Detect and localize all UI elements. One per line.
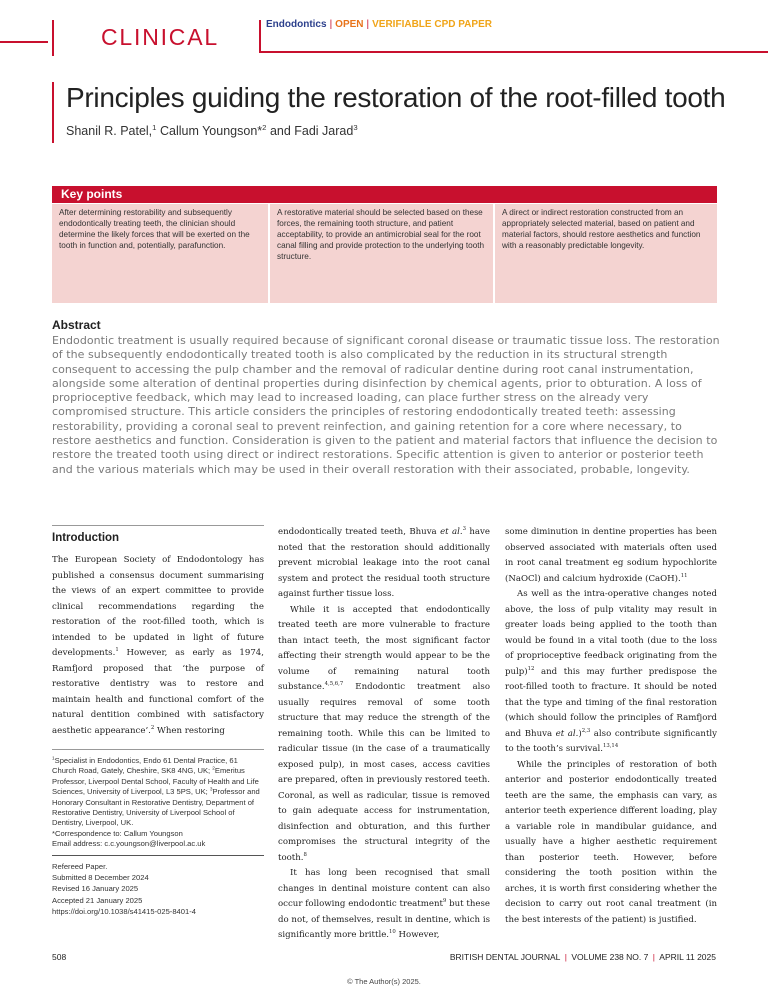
affiliation-text: Emeritus Professor, Liverpool Dental School, Faculty of Health and Life Sciences, University of Liverpool, L3 5PS, UK; <box>52 766 259 797</box>
citation-mark[interactable]: 10 <box>389 929 396 936</box>
text-run: Endodontic treatment also usually requires removal of some tooth structure that may reduce the strength of the remaining tooth. While this can be limited to radicular tissue (in the case of a traumatically exposed pulp), in most cases, access cavities are prepared, often in previously restored teeth. Coronal, as well as radicular, tissue is removed to gain adequate access for instrumentation, disinfection and obturation, and this further compromises the structural integrity of the tooth. <box>278 682 490 863</box>
citation-mark[interactable]: 2,3 <box>581 727 591 734</box>
journal-name: BRITISH DENTAL JOURNAL <box>449 952 561 962</box>
introduction-heading: Introduction <box>52 532 120 544</box>
citation-mark[interactable]: 4,5,6,7 <box>324 681 344 688</box>
key-point: After determining restorability and subsequently endodontically treating teeth, the clinician should determine the likely forces that will be exerted on the tooth in function and, potentially, parafunction. <box>52 204 268 303</box>
author-name[interactable]: and Fadi Jarad <box>269 124 354 138</box>
body-paragraph <box>52 553 264 739</box>
key-point: A restorative material should be selected based on these forces, the remaining tooth structure, and patient acceptability, to provide an antimicrobial seal for the root canal filling and provide protection to the underlying tooth structure. <box>270 204 493 303</box>
accepted-date: Accepted 21 January 2025 <box>52 895 143 905</box>
text-run: and this may further predispose the root-filled tooth to fracture. It should be noted that the type and timing of the final restoration (which should follow the principles of Ramfjord and Bhuva <box>505 666 717 739</box>
text-run: However, as early as 1974, Ramfjord proposed that ‘the purpose of restorative dentistry was to restore and maintain health and functional comfort of the natural dentition combined with satisfactory aesthetic appearance’. <box>52 648 264 736</box>
affiliation-mark: 3 <box>209 786 213 792</box>
affiliations-rule <box>52 749 264 750</box>
citation-mark[interactable]: 2 <box>150 724 155 731</box>
citation-mark[interactable]: 13,14 <box>602 743 619 750</box>
author-affiliation-mark: 3 <box>353 122 358 132</box>
refereed-label: Refereed Paper. <box>52 862 108 871</box>
revised-date: Revised 16 January 2025 <box>52 884 139 894</box>
text-run: et al. <box>440 527 463 537</box>
affiliations <box>52 756 264 850</box>
text-run: However, <box>395 930 440 940</box>
text-run: some diminution in dentine properties has been observed associated with materials often used in root canal treatment eg sodium hypochlorite (NaOCl) and calcium hydroxide (CaOH). <box>505 527 717 584</box>
tag-separator: | <box>329 19 333 30</box>
affiliation-mark: 2 <box>212 765 215 771</box>
author-affiliation-mark: 1 <box>152 122 157 132</box>
footer-separator: | <box>562 952 570 962</box>
abstract-text: Endodontic treatment is usually required because of significant coronal disease or traumatic tissue loss. The restoration of the subsequently endodontically treated tooth is also complicated by the reduction in its structural strength consequent to accessing the pulp chamber and the removal of radicular dentine during root canal instrumentation, alongside some alteration of dentinal properties during disinfection by chemical agents, prior to obturation. A loss of proprioceptive feedback, which may lead to increased loading, can place further stress on the already very compromised structure. This article considers the principles of restoring endodontically treated teeth: assessing restorability, providing a coronal seal to prevent reinfection, and gaining retention for a core where necessary, to restore aesthetics and function. Consideration is given to the patient and material factors that influence the decision to restore the treated tooth using direct or indirect restorations. Specific attention is given to anterior or posterior teeth and the various materials which may be used in their overall restoration with their associated, probable, longevity. <box>52 334 720 476</box>
text-run: When restoring <box>154 725 225 736</box>
section-label: CLINICAL <box>101 24 219 50</box>
body-paragraph <box>505 525 717 587</box>
tag-separator: | <box>366 19 370 30</box>
author-name[interactable]: Callum Youngson* <box>159 124 263 138</box>
text-run: ) <box>578 728 582 739</box>
citation-mark[interactable]: 3 <box>462 526 466 533</box>
title-accent-bar <box>52 82 54 143</box>
text-run: It has long been recognised that small changes in dentinal moisture content can also occur following endodontic treatment <box>278 868 490 909</box>
text-run: et al. <box>555 728 579 739</box>
article-title: Principles guiding the restoration of the root-filled tooth <box>66 82 726 113</box>
header-rule-left <box>0 41 48 43</box>
affiliation-mark: 1 <box>52 755 55 761</box>
text-run: The European Society of Endodontology has published a consensus document summarising the views of an expert committee to provide clinical recommendations regarding the restoration of the root-filled tooth, which is intended to be updated in light of future developments. <box>52 555 264 658</box>
body-paragraph <box>278 525 490 603</box>
author-list <box>66 124 358 138</box>
author-name[interactable]: Shanil R. Patel, <box>66 124 153 138</box>
body-column-3 <box>505 525 717 928</box>
tag-endodontics[interactable]: Endodontics <box>266 19 327 30</box>
journal-volume: VOLUME 238 NO. 7 <box>571 952 649 962</box>
body-column-2 <box>278 525 490 944</box>
text-run: As well as the intra-operative changes noted above, the loss of pulp vitality may result in greater loads being applied to the tooth than would be found in a vital tooth (due to the loss of proprioceptive feedback originating from the pulp) <box>505 589 717 677</box>
refereed-rule <box>52 855 264 856</box>
tag-cpd[interactable]: VERIFIABLE CPD PAPER <box>372 19 492 30</box>
journal-footer <box>450 952 716 962</box>
correspondence: *Correspondence to: Callum Youngson <box>52 828 183 838</box>
text-run: While it is accepted that endodontically treated teeth are more vulnerable to fracture than intact teeth, the most significant factor affecting their strength would appear to be the volume of remaining natural tooth substance. <box>278 604 490 692</box>
header-divider-right <box>259 20 261 52</box>
text-run: endodontically treated teeth, Bhuva <box>278 527 441 537</box>
tag-open[interactable]: OPEN <box>335 19 364 30</box>
affiliation-text: Professor and Honorary Consultant in Restorative Dentistry, Department of Restorative Dentistry, University of Liverpool School of Dentistry, Liverpool, UK. <box>52 787 260 828</box>
citation-mark[interactable]: 12 <box>527 665 535 672</box>
body-paragraph: While the principles of restoration of both anterior and posterior endodontically treated teeth are the same, the emphasis can vary, as anterior teeth experience different loading, play a variable role in mandibular guidance, and usually have a higher aesthetic requirement than posterior teeth. However, before considering the tooth position within the arches, it is worth first considering whether the decision to carry out root canal treatment (in the best interests of the patient) is justified. <box>505 759 717 925</box>
citation-mark[interactable]: 11 <box>680 572 688 579</box>
affiliation-text: Specialist in Endodontics, Endo 61 Dental Practice, 61 Church Road, Gately, Cheshire, SK8 4NG, UK; <box>52 756 238 776</box>
key-point: A direct or indirect restoration constructed from an appropriately selected material, based on patient and material factors, should restore aesthetics and function with a reasonably predictable longevity. <box>495 204 717 303</box>
header-rule-right <box>259 51 768 53</box>
body-paragraph <box>505 587 717 758</box>
page-number: 508 <box>52 952 67 962</box>
body-column-1 <box>52 553 264 739</box>
citation-mark[interactable]: 8 <box>303 851 307 858</box>
text-run: also contribute significantly to the tooth’s survival. <box>505 728 718 754</box>
journal-date: APRIL 11 2025 <box>659 952 716 962</box>
introduction-rule <box>52 525 264 526</box>
citation-mark[interactable]: 1 <box>115 647 119 654</box>
email-address[interactable]: Email address: c.c.youngson@liverpool.ac.uk <box>52 839 206 849</box>
header-divider-left <box>52 20 54 56</box>
text-run: have noted that the restoration should additionally prevent microbial leakage into the root canal system and protect the residual tooth structure against further tissue loss. <box>278 527 490 599</box>
body-paragraph <box>278 866 490 944</box>
doi-link[interactable]: https://doi.org/10.1038/s41415-025-8401-4 <box>52 906 196 916</box>
submitted-date: Submitted 8 December 2024 <box>52 873 149 883</box>
body-paragraph <box>278 603 490 867</box>
author-affiliation-mark: 2 <box>262 122 267 132</box>
publication-history <box>52 861 264 917</box>
citation-mark[interactable]: 9 <box>442 898 447 905</box>
text-run: but these do not, of themselves, result in dentine, which is significantly more brittle. <box>278 899 490 940</box>
key-points-heading: Key points <box>52 186 717 203</box>
copyright-notice: © The Author(s) 2025. <box>347 977 421 986</box>
abstract-heading: Abstract <box>52 318 101 332</box>
footer-separator: | <box>650 952 658 962</box>
article-tags <box>266 19 492 30</box>
